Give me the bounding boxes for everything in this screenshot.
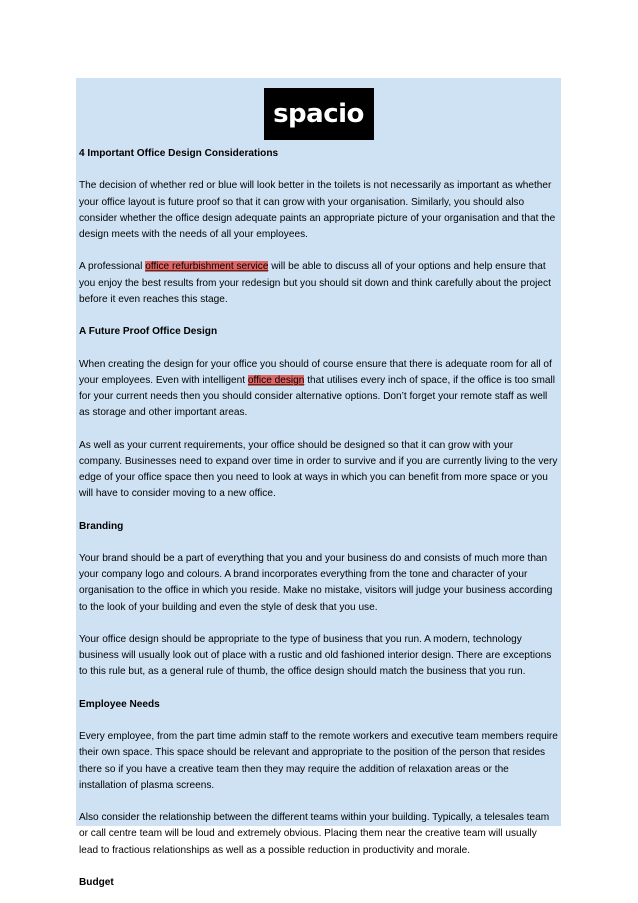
paragraph-refurbishment (79, 259, 558, 308)
spacio-logo (264, 88, 374, 140)
office-design-link[interactable]: office design (247, 374, 305, 386)
heading-future-proof: A Future Proof Office Design (79, 326, 218, 338)
office-refurbishment-link[interactable]: office refurbishment service (145, 261, 269, 273)
paragraph-employee-space: Every employee, from the part time admin staff to the remote workers and executive team members require their own space. This space should be relevant and appropriate to the position of the person that resides there so if you have a creative team then they may require the addition of relaxation areas or the installation of plasma screens. (79, 731, 558, 791)
heading-budget: Budget (79, 876, 114, 888)
paragraph-team-relationships: Also consider the relationship between the different teams within your building. Typically, a telesales team or call centre team will be loud and extremely obvious. Placing them near the creative team will usually lead to fractious relationships as well as a possible reduction in productivity and morale. (79, 812, 550, 856)
paragraph-refurbishment-end: will be able to discuss all of your options and help ensure that you enjoy the best results from your redesign but you should sit down and think carefully about the project before it even reaches this stage. (79, 261, 551, 305)
paragraph-room (79, 357, 558, 422)
paragraph-brand: Your brand should be a part of everything that you and your business do and consists of much more than your company logo and colours. A brand incorporates everything from the tone and character of your organisation to the office in which you reside. Make no mistake, visitors will judge your business according to the look of your building and even the style of desk that you use. (79, 552, 553, 613)
paragraph-intro: The decision of whether red or blue will look better in the toilets is not necessarily as important as whether your office layout is future proof so that it can grow with your organisation. Similarly, you should also consider whether the office design adequate paints an appropriate picture of your organisation and that the design meets with the needs of all your employees. (79, 180, 556, 240)
paragraph-appropriate: Your office design should be appropriate to the type of business that you run. A modern, technology business will usually look out of place with a rustic and old fashioned interior design. There are exceptions to this rule but, as a general rule of thumb, the office design should match the business that you run. (79, 633, 552, 678)
paragraph-room-end: that utilises every inch of space, if the office is too small for your current needs then you should consider alternative options. Don’t forget your remote staff as well as storage and other important areas. (79, 374, 555, 419)
logo-text: spacio (273, 99, 364, 129)
paragraph-growth: As well as your current requirements, your office should be designed so that it can grow with your company. Businesses need to expand over time in order to survive and if you are currently living to the very edge of your office space then you need to look at ways in which you can benefit from more space or you will have to consider moving to a new office. (79, 439, 558, 500)
document-page (76, 78, 561, 888)
heading-branding: Branding (79, 520, 124, 532)
logo-container (79, 88, 558, 140)
paragraph-room-start: When creating the design for your office you should of course ensure that there is adequate room for all of your employees. Even with intelligent (79, 358, 552, 386)
article-body (79, 146, 558, 891)
heading-employee-needs: Employee Needs (79, 698, 160, 710)
article-title: 4 Important Office Design Considerations (79, 148, 279, 159)
paragraph-refurbishment-start: A professional (79, 261, 146, 273)
